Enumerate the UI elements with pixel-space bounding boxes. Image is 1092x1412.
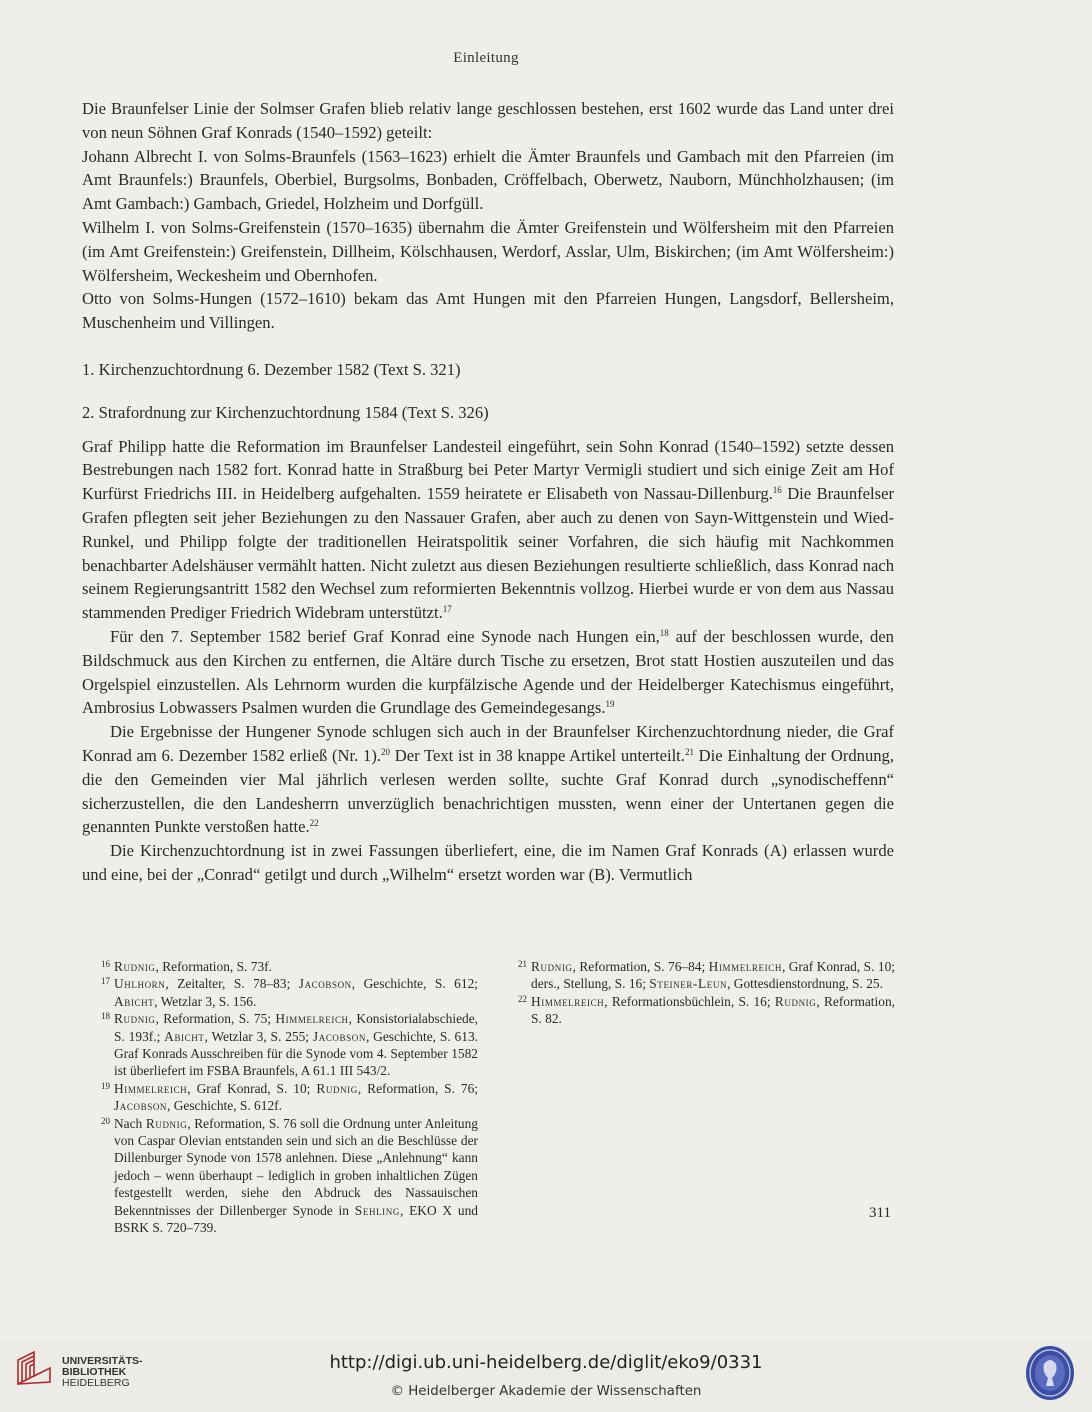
text-run: , Reformationsbüchlein, S. 16; bbox=[604, 993, 775, 1009]
paragraph: Die Kirchenzuchtordnung ist in zwei Fassungen überliefert, eine, die im Namen Graf Konrads (A) erlassen wurde und eine, bei der „Conrad“ getilgt und durch „Wilhelm“ ersetzt worden war (B). Vermutlich bbox=[82, 841, 894, 884]
running-head: Einleitung bbox=[453, 50, 519, 66]
copyright-notice: © Heidelberger Akademie der Wissenschaften bbox=[390, 1384, 702, 1399]
footnote-number: 16 bbox=[101, 959, 110, 969]
text-run: , Wetzlar 3, S. 156. bbox=[154, 993, 257, 1009]
text-run: , Reformation, S. 76 soll die Ordnung unter Anleitung von Caspar Olevian entstanden sein und sich an die Beschlüsse der Dillenburger Synode von 1578 anlehnen. Diese „Anlehnung“ kann jedoch – wenn überhaupt – lediglich in groben inhaltlichen Zügen festgestellt werden, siehe den Abdruck des Nassauischen Bekenntnisses der Dillenberger Synode in bbox=[114, 1115, 478, 1218]
text-run: , Reformation, S. 82. bbox=[531, 993, 895, 1027]
author-name: Himmelreich bbox=[531, 993, 605, 1009]
author-name: Rudnig bbox=[145, 1115, 188, 1131]
paragraph: Die Braunfelser Linie der Solmser Grafen blieb relativ lange geschlossen bestehen, erst 1602 wurde das Land unter drei von neun Söhnen Graf Konrads (1540–1592) geteilt: bbox=[82, 99, 894, 142]
paragraph: Otto von Solms-Hungen (1572–1610) bekam das Amt Hungen mit den Pfarreien Hungen, Langsdorf, Bellersheim, Muschenheim und Villingen. bbox=[82, 289, 894, 333]
author-name: Himmelreich bbox=[114, 1080, 188, 1096]
author-name: Rudnig bbox=[774, 993, 817, 1009]
text-run: , Konsistorialabschiede, S. 193f.; bbox=[114, 1011, 479, 1044]
footnote-22 bbox=[518, 993, 895, 1028]
text-run: , Reformation, S. 76–84; bbox=[572, 959, 709, 974]
author-name: Jacobson bbox=[298, 976, 352, 992]
footnote-ref[interactable]: 22 bbox=[309, 818, 319, 829]
footnote-number: 21 bbox=[518, 959, 527, 969]
text-run: Die Einhaltung der Ordnung, die den Gemeinden vier Mal jährlich verlesen werden sollte, suchte Graf Konrad durch „synodischeffenn“ sicherzustellen, die den Landesherrn unverzüglich benachrichtigen mussten, wenn einer der Untertanen gegen die genannten Punkte verstoßen hatte. bbox=[82, 745, 894, 837]
author-name: Jacobson bbox=[312, 1028, 366, 1044]
author-name: Rudnig bbox=[114, 959, 156, 974]
text-run: , Zeitalter, S. 78–83; bbox=[165, 976, 299, 992]
text-run: , Reformation, S. 76; bbox=[357, 1080, 479, 1096]
footnote-ref[interactable]: 16 bbox=[772, 485, 782, 496]
text-run: Die Braunfelser Grafen pflegten seit jeher Beziehungen zu den Nassauer Grafen, aber auch zu denen von Sayn-Wittgenstein und Wied-Runkel, und Philipp folgte der traditionellen Heiratspolitik seiner Vorfahren, die sich häufig mit Nachkommen benachbarter Adelshäuser vermählt hatten. Nicht zuletzt aus diesen Beziehungen resultierte schließlich, dass Konrad nach seinem Regierungsantritt 1582 den Wechsel zum reformierten Bekenntnis vollzog. Hierbei wurde er von dem aus Nassau stammenden Prediger Friedrich Widebram unterstützt. bbox=[82, 484, 894, 623]
author-name: Uhlhorn bbox=[114, 976, 166, 992]
permalink-url[interactable]: http://digi.ub.uni-heidelberg.de/diglit/eko9/0331 bbox=[329, 1352, 763, 1373]
paragraph bbox=[82, 625, 894, 720]
footnote-number: 22 bbox=[518, 993, 527, 1004]
footnote-column-left bbox=[101, 958, 479, 1237]
text-run: Die Ergebnisse der Hungener Synode schlugen sich auch in der Braunfelser Kirchenzuchtordnung nieder, die Graf Konrad am 6. Dezember 1582 erließ (Nr. 1). bbox=[82, 722, 894, 765]
library-name-line: BIBLIOTHEK bbox=[62, 1366, 127, 1378]
footnote-number: 18 bbox=[101, 1011, 110, 1022]
footnote-ref[interactable]: 19 bbox=[605, 699, 615, 710]
footnote-column-right bbox=[518, 958, 895, 1028]
author-name: Jacobson bbox=[114, 1098, 168, 1114]
text-run: , Graf Konrad, S. 10; ders., Stellung, S. 16; bbox=[531, 959, 895, 992]
author-name: Rudnig bbox=[316, 1080, 358, 1096]
footnote-17 bbox=[101, 975, 478, 1010]
author-name: Rudnig bbox=[531, 959, 573, 974]
library-name-line: HEIDELBERG bbox=[62, 1377, 130, 1389]
text-run: , Reformation, S. 73f. bbox=[155, 959, 272, 974]
footnote-number: 19 bbox=[101, 1080, 110, 1091]
author-name: Abicht bbox=[114, 993, 155, 1009]
text-run: , Geschichte, S. 613. Graf Konrads Ausschreiben für die Synode vom 4. September 1582 ist überliefert im FSBA Braunfels, A 61.1 III 543/2. bbox=[114, 1028, 478, 1079]
text-run: , Wetzlar 3, S. 255; bbox=[204, 1028, 313, 1044]
footnote-16 bbox=[101, 958, 478, 975]
footnote-ref[interactable]: 17 bbox=[442, 604, 452, 615]
footnote-ref[interactable]: 20 bbox=[381, 746, 390, 757]
section-heading: 1. Kirchenzuchtordnung 6. Dezember 1582 (Text S. 321) bbox=[82, 359, 461, 379]
text-run: , EKO X und BSRK S. 720–739. bbox=[114, 1202, 478, 1236]
text-run: Graf Philipp hatte die Reformation im Braunfelser Landesteil eingeführt, sein Sohn Konrad (1540–1592) setzte dessen Bestrebungen nach 1582 fort. Konrad hatte in Straßburg bei Peter Martyr Vermigli studiert und sich einige Zeit am Hof Kurfürst Friedrichs III. in Heidelberg aufgehalten. 1559 heiratete er Elisabeth von Nassau-Dillenburg. bbox=[82, 436, 894, 504]
paragraph: Johann Albrecht I. von Solms-Braunfels (1563–1623) erhielt die Ämter Braunfels und Gambach mit den Pfarreien (im Amt Braunfels:) Braunfels, Oberbiel, Burgsolms, Bonbaden, Cröffelbach, Oberwetz, Nauborn, Münchholzhausen; (im Amt Gambach:) Gambach, Griedel, Holzheim und Dorfgüll. bbox=[82, 146, 894, 214]
footnote-ref[interactable]: 18 bbox=[659, 627, 669, 638]
text-run: Für den 7. September 1582 berief Graf Konrad eine Synode nach Hungen ein, bbox=[110, 626, 660, 646]
body-text bbox=[82, 97, 894, 887]
footnote-19 bbox=[101, 1080, 479, 1115]
author-name: Steiner-Leun bbox=[649, 976, 728, 992]
footnote-ref[interactable]: 21 bbox=[684, 746, 694, 757]
footnote-number: 17 bbox=[101, 976, 110, 987]
footnote-21 bbox=[518, 958, 895, 993]
academy-seal-icon[interactable] bbox=[1024, 1344, 1076, 1402]
text-run: auf der beschlossen wurde, den Bildschmuck aus den Kirchen zu entfernen, die Altäre durch Tische zu ersetzen, Brot statt Hostien auszuteilen und das Orgelspiel einzustellen. Als Lehrnorm wurden die kurpfälzische Agende und der Heidelberger Katechismus eingeführt, Ambrosius Lobwassers Psalmen wurden die Grundlage des Gemeindegesangs. bbox=[82, 626, 894, 718]
footnote-number: 20 bbox=[101, 1115, 110, 1126]
paragraph bbox=[82, 435, 894, 625]
text-run: , Gottesdienstordnung, S. 25. bbox=[727, 976, 883, 992]
paragraph bbox=[82, 720, 894, 839]
author-name: Himmelreich bbox=[275, 1011, 349, 1027]
text-run: , Geschichte, S. 612; bbox=[351, 976, 478, 992]
viewer-footer bbox=[0, 1340, 1092, 1412]
library-name-line: UNIVERSITÄTS- bbox=[62, 1355, 143, 1367]
text-run: Nach bbox=[114, 1115, 146, 1131]
footnote-20 bbox=[101, 1115, 478, 1237]
section-heading: 2. Strafordnung zur Kirchenzuchtordnung 1584 (Text S. 326) bbox=[82, 402, 489, 422]
paragraph: Wilhelm I. von Solms-Greifenstein (1570–1635) übernahm die Ämter Greifenstein und Wölfersheim mit den Pfarreien (im Amt Greifenstein:) Greifenstein, Dillheim, Kölschhausen, Werdorf, Asslar, Ulm, Biskirchen; (im Amt Wölfersheim:) Wölfersheim, Weckesheim und Obernhofen. bbox=[82, 217, 894, 285]
author-name: Rudnig bbox=[114, 1011, 156, 1027]
footnote-18 bbox=[101, 1010, 479, 1080]
author-name: Sehling bbox=[354, 1202, 400, 1218]
text-run: , Graf Konrad, S. 10; bbox=[187, 1080, 317, 1096]
text-run: Der Text ist in 38 knappe Artikel unterteilt. bbox=[390, 745, 685, 765]
author-name: Abicht bbox=[164, 1028, 205, 1044]
author-name: Himmelreich bbox=[708, 959, 782, 974]
text-run: , Geschichte, S. 612f. bbox=[167, 1098, 282, 1114]
text-run: , Reformation, S. 75; bbox=[155, 1011, 276, 1027]
page-number: 311 bbox=[869, 1205, 891, 1221]
